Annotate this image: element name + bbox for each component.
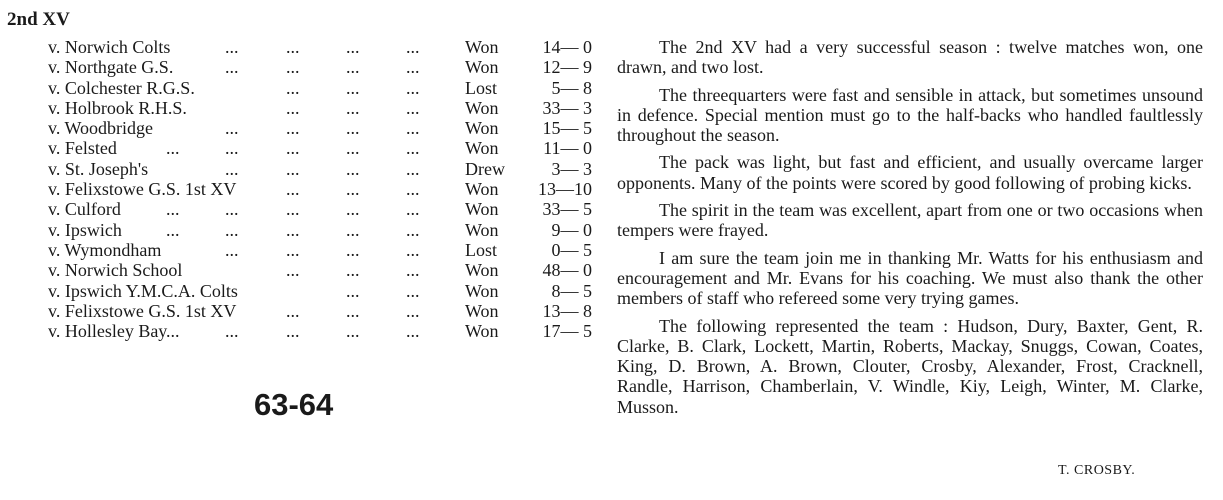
opponent-name: v. Culford — [48, 199, 121, 220]
match-result: Won — [465, 300, 499, 321]
fixture-row — [48, 138, 618, 158]
leader-dots: ... — [286, 118, 300, 139]
leader-dots: ... — [225, 57, 239, 78]
leader-dots: ... — [346, 239, 360, 260]
fixture-row — [48, 321, 618, 341]
leader-dots: ... — [225, 199, 239, 220]
section-heading: 2nd XV — [7, 9, 70, 30]
leader-dots: ... — [406, 138, 420, 159]
leader-dots: ... — [346, 118, 360, 139]
season-report — [617, 37, 1203, 424]
match-result: Won — [465, 260, 499, 281]
match-score: 15— 5 — [542, 118, 592, 139]
opponent-name: v. Holbrook R.H.S. — [48, 97, 187, 118]
fixture-row — [48, 220, 618, 240]
report-paragraph: The following represented the team : Hudson, Dury, Baxter, Gent, R. Clarke, B. Clark, Lockett, Martin, Roberts, Mackay, Snuggs, Cowan, Coates, King, D. Brown, A. Brown, Clouter, Crosby, Alexander, Frost, Cracknell, Randle, Harrison, Chamberlain, V. Windle, Kiy, Leigh, Winter, M. Clarke, Musson. — [617, 315, 1203, 417]
leader-dots: ... — [346, 97, 360, 118]
leader-dots: ... — [286, 97, 300, 118]
fixture-row — [48, 179, 618, 199]
leader-dots: ... — [346, 158, 360, 179]
fixture-row — [48, 78, 618, 98]
leader-dots: ... — [406, 219, 420, 240]
leader-dots: ... — [286, 37, 300, 57]
match-score: 33— 3 — [542, 97, 592, 118]
opponent-name: v. Felixstowe G.S. 1st XV — [48, 179, 237, 200]
match-score: 0— 5 — [551, 239, 592, 260]
report-paragraph: The 2nd XV had a very successful season : twelve matches won, one drawn, and two lost. — [617, 37, 1203, 78]
opponent-name: v. St. Joseph's — [48, 158, 149, 179]
opponent-name: v. Felsted — [48, 138, 117, 159]
match-result: Won — [465, 37, 499, 57]
leader-dots: ... — [286, 300, 300, 321]
match-result: Won — [465, 97, 499, 118]
leader-dots: ... — [166, 219, 180, 240]
leader-dots: ... — [346, 300, 360, 321]
opponent-name: v. Ipswich — [48, 219, 122, 240]
leader-dots: ... — [346, 57, 360, 78]
leader-dots: ... — [286, 260, 300, 281]
leader-dots: ... — [346, 37, 360, 57]
match-result: Won — [465, 179, 499, 200]
fixture-row — [48, 199, 618, 219]
match-score: 5— 8 — [551, 77, 592, 98]
opponent-name: v. Woodbridge — [48, 118, 154, 139]
match-result: Won — [465, 57, 499, 78]
leader-dots: ... — [346, 179, 360, 200]
match-result: Won — [465, 199, 499, 220]
leader-dots: ... — [406, 77, 420, 98]
match-score: 3— 3 — [551, 158, 592, 179]
signature: T. CROSBY. — [1058, 463, 1136, 478]
fixture-row — [48, 281, 618, 301]
opponent-name: v. Norwich School — [48, 260, 183, 281]
leader-dots: ... — [406, 37, 420, 57]
leader-dots: ... — [286, 219, 300, 240]
report-paragraph: The pack was light, but fast and efficient, and usually overcame larger opponents. Many of the points were scored by good following of probing kicks. — [617, 152, 1203, 193]
leader-dots: ... — [286, 199, 300, 220]
season-label: 63-64 — [254, 387, 334, 422]
fixture-row — [48, 37, 618, 57]
leader-dots: ... — [166, 138, 180, 159]
match-score: 9— 0 — [551, 219, 592, 240]
report-paragraph: I am sure the team join me in thanking Mr. Watts for his enthusiasm and encouragement and Mr. Evans for his coaching. We must also thank the other members of staff who refereed some very trying games. — [617, 247, 1203, 309]
leader-dots: ... — [406, 280, 420, 301]
leader-dots: ... — [225, 219, 239, 240]
match-result: Won — [465, 118, 499, 139]
match-score: 11— 0 — [543, 138, 592, 159]
leader-dots: ... — [346, 219, 360, 240]
leader-dots: ... — [286, 57, 300, 78]
fixture-row — [48, 301, 618, 321]
match-score: 13— 8 — [542, 300, 592, 321]
leader-dots: ... — [286, 239, 300, 260]
leader-dots: ... — [406, 199, 420, 220]
leader-dots: ... — [286, 321, 300, 342]
fixture-row — [48, 57, 618, 77]
fixture-row — [48, 98, 618, 118]
match-result: Won — [465, 138, 499, 159]
leader-dots: ... — [406, 179, 420, 200]
leader-dots: ... — [166, 321, 180, 342]
match-score: 12— 9 — [542, 57, 592, 78]
leader-dots: ... — [346, 77, 360, 98]
opponent-name: v. Northgate G.S. — [48, 57, 174, 78]
opponent-name: v. Norwich Colts — [48, 37, 171, 57]
leader-dots: ... — [225, 239, 239, 260]
match-result: Lost — [465, 239, 498, 260]
leader-dots: ... — [406, 239, 420, 260]
leader-dots: ... — [406, 97, 420, 118]
leader-dots: ... — [406, 118, 420, 139]
report-paragraph: The spirit in the team was excellent, apart from one or two occasions when tempers were frayed. — [617, 200, 1203, 241]
match-result: Won — [465, 321, 499, 342]
opponent-name: v. Ipswich Y.M.C.A. Colts — [48, 280, 238, 301]
leader-dots: ... — [286, 77, 300, 98]
fixture-row — [48, 240, 618, 260]
report-paragraph: The threequarters were fast and sensible in attack, but sometimes unsound in defence. Special mention must go to the half-backs who handled faultlessly throughout the season. — [617, 84, 1203, 146]
leader-dots: ... — [166, 199, 180, 220]
match-score: 14— 0 — [542, 37, 592, 57]
leader-dots: ... — [346, 138, 360, 159]
match-score: 13—10 — [538, 179, 592, 200]
match-score: 8— 5 — [551, 280, 592, 301]
leader-dots: ... — [346, 199, 360, 220]
leader-dots: ... — [225, 37, 239, 57]
fixture-row — [48, 260, 618, 280]
match-score: 48— 0 — [542, 260, 592, 281]
opponent-name: v. Wymondham — [48, 239, 162, 260]
fixture-row — [48, 159, 618, 179]
opponent-name: v. Hollesley Bay — [48, 321, 168, 342]
leader-dots: ... — [286, 179, 300, 200]
leader-dots: ... — [346, 280, 360, 301]
fixture-row — [48, 118, 618, 138]
fixtures-list — [48, 37, 618, 341]
match-result: Won — [465, 280, 499, 301]
opponent-name: v. Colchester R.G.S. — [48, 77, 195, 98]
leader-dots: ... — [225, 321, 239, 342]
leader-dots: ... — [406, 300, 420, 321]
match-score: 33— 5 — [542, 199, 592, 220]
opponent-name: v. Felixstowe G.S. 1st XV — [48, 300, 237, 321]
leader-dots: ... — [225, 118, 239, 139]
leader-dots: ... — [225, 138, 239, 159]
match-result: Lost — [465, 77, 498, 98]
leader-dots: ... — [406, 321, 420, 342]
leader-dots: ... — [406, 260, 420, 281]
leader-dots: ... — [346, 260, 360, 281]
leader-dots: ... — [286, 138, 300, 159]
leader-dots: ... — [225, 158, 239, 179]
match-result: Won — [465, 219, 499, 240]
match-result: Drew — [465, 158, 505, 179]
leader-dots: ... — [406, 158, 420, 179]
leader-dots: ... — [346, 321, 360, 342]
leader-dots: ... — [406, 57, 420, 78]
leader-dots: ... — [286, 158, 300, 179]
match-score: 17— 5 — [542, 321, 592, 342]
